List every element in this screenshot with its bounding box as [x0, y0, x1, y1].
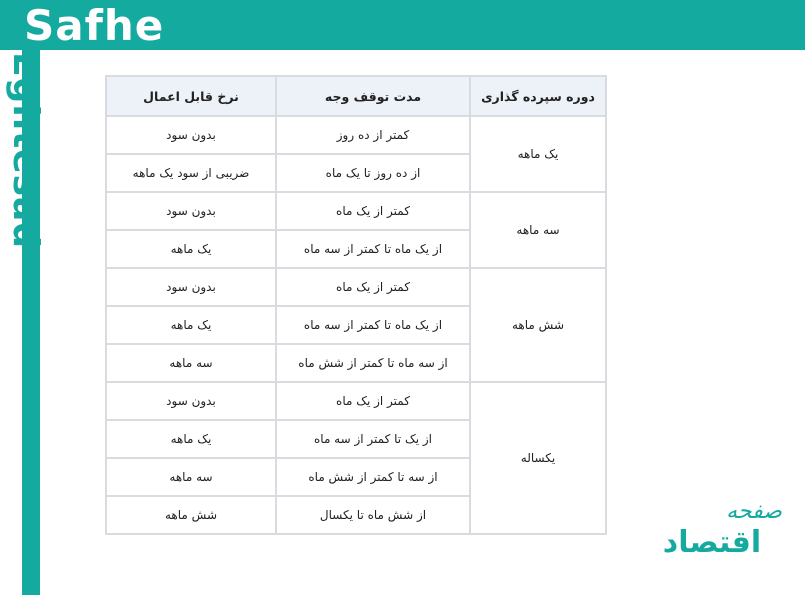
safhe-eghtesad-logo — [662, 492, 792, 572]
deposit-rates-table — [105, 75, 607, 535]
rate-cell: بدون سود — [106, 116, 276, 154]
duration-cell: کمتر از یک ماه — [276, 382, 470, 420]
table-header — [106, 76, 606, 116]
table-body — [106, 116, 606, 534]
duration-cell: از سه ماه تا کمتر از شش ماه — [276, 344, 470, 382]
duration-cell: کمتر از یک ماه — [276, 192, 470, 230]
duration-cell: کمتر از یک ماه — [276, 268, 470, 306]
rate-cell: یک ماهه — [106, 230, 276, 268]
rate-cell: بدون سود — [106, 192, 276, 230]
logo-main-text: اقتصاد — [662, 525, 762, 560]
rate-cell: سه ماهه — [106, 458, 276, 496]
duration-cell: از یک ماه تا کمتر از سه ماه — [276, 306, 470, 344]
period-cell: یکساله — [470, 382, 606, 534]
logo-script-text: صفحه — [726, 499, 782, 524]
duration-cell: از ده روز تا یک ماه — [276, 154, 470, 192]
header-deposit-period: دوره سپرده گذاری — [470, 76, 606, 116]
rate-cell: سه ماهه — [106, 344, 276, 382]
duration-cell: از یک ماه تا کمتر از سه ماه — [276, 230, 470, 268]
table-row — [106, 382, 606, 420]
rate-cell: یک ماهه — [106, 420, 276, 458]
period-cell: سه ماهه — [470, 192, 606, 268]
table-row — [106, 268, 606, 306]
duration-cell: از شش ماه تا یکسال — [276, 496, 470, 534]
duration-cell: از یک تا کمتر از سه ماه — [276, 420, 470, 458]
header-applicable-rate: نرخ قابل اعمال — [106, 76, 276, 116]
table-row — [106, 116, 606, 154]
rate-cell: شش ماهه — [106, 496, 276, 534]
period-cell: یک ماهه — [470, 116, 606, 192]
header-row — [106, 76, 606, 116]
rate-cell: ضریبی از سود یک ماهه — [106, 154, 276, 192]
period-cell: شش ماهه — [470, 268, 606, 382]
table-row — [106, 192, 606, 230]
rate-cell: یک ماهه — [106, 306, 276, 344]
duration-cell: از سه تا کمتر از شش ماه — [276, 458, 470, 496]
rate-cell: بدون سود — [106, 268, 276, 306]
brand-name-top: Safhe — [24, 1, 165, 50]
duration-cell: کمتر از ده روز — [276, 116, 470, 154]
rate-cell: بدون سود — [106, 382, 276, 420]
brand-name-side: Eghtesad — [5, 52, 46, 250]
header-freeze-duration: مدت توقف وجه — [276, 76, 470, 116]
